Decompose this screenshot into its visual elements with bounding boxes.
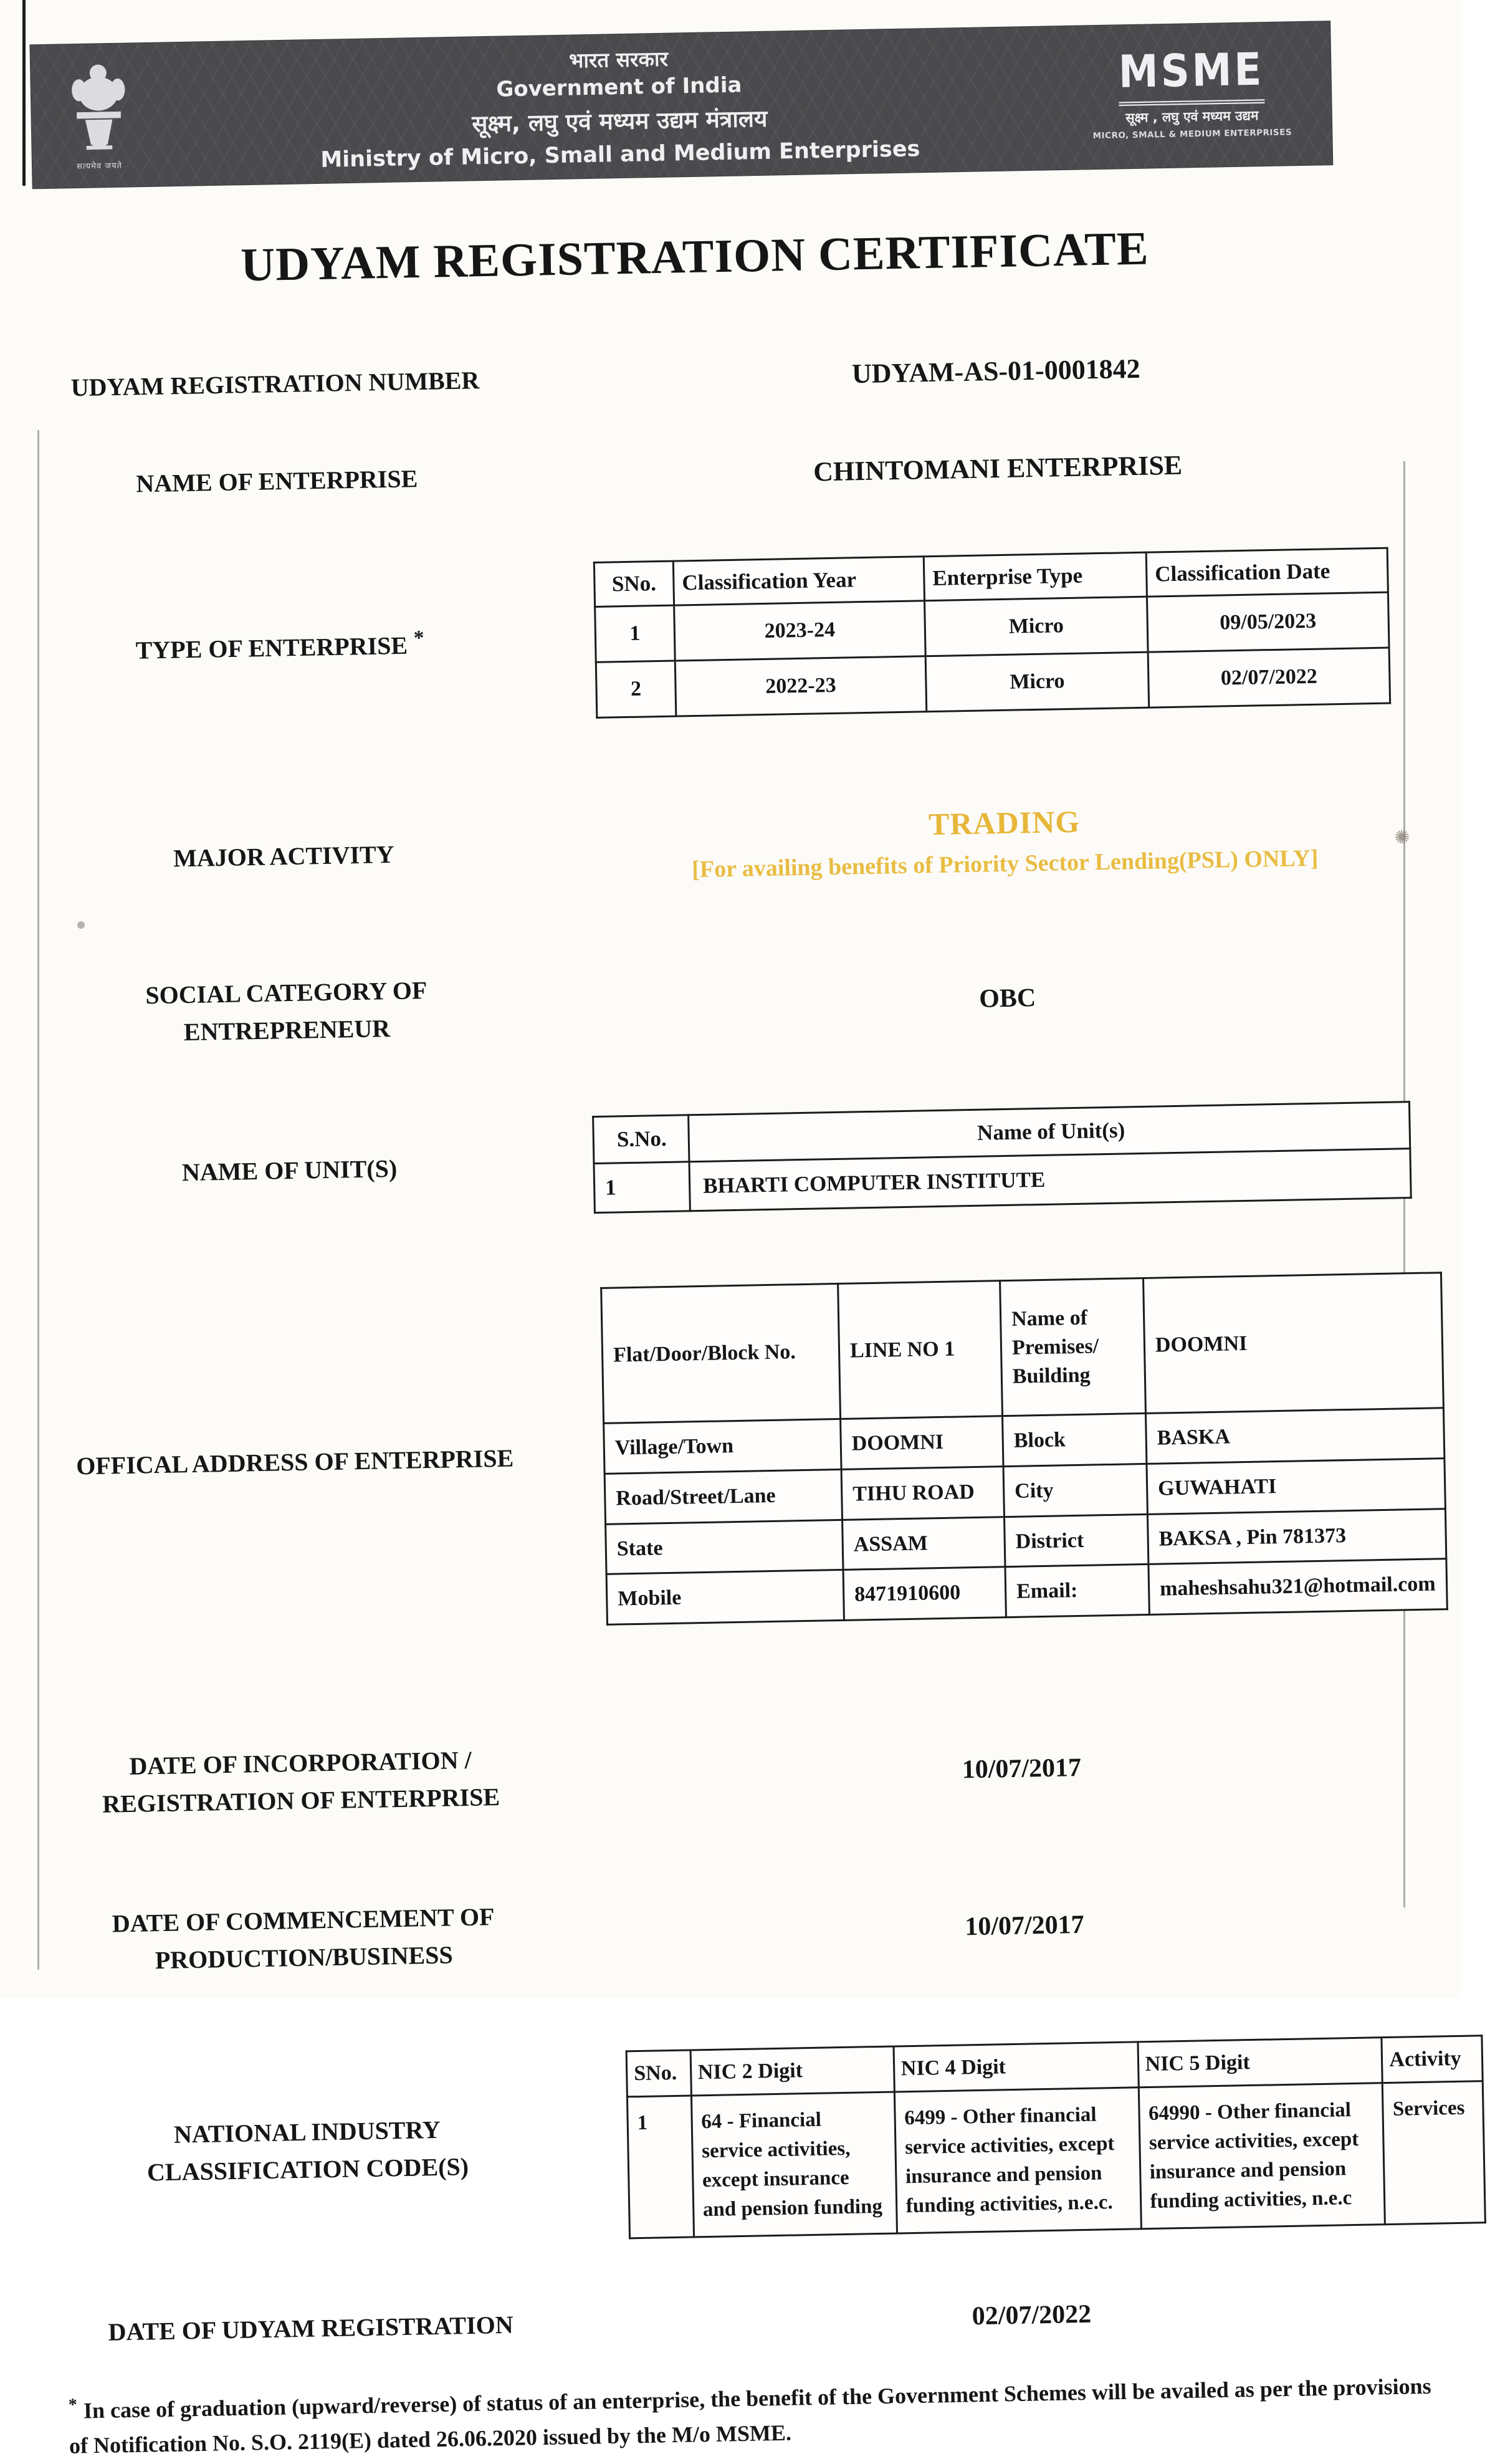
enterprise-type-label: TYPE OF ENTERPRISE * [135, 626, 424, 664]
nic-label: NATIONAL INDUSTRY CLASSIFICATION CODE(S) [146, 2115, 469, 2187]
ministry-english-title: Ministry of Micro, Small and Medium Enterprises [320, 137, 920, 173]
table-cell: BAKSA , Pin 781373 [1147, 1508, 1446, 1565]
emblem-caption: सत्यमेव जयते [76, 161, 123, 172]
ashoka-emblem-icon [31, 59, 166, 172]
ministry-hindi-title: सूक्ष्म, लघु एवं मध्यम उद्यम मंत्रालय [471, 105, 768, 138]
table-header-cell: NIC 5 Digit [1138, 2038, 1383, 2088]
table-cell: City [1003, 1464, 1147, 1517]
table-header-cell: SNo. [594, 561, 674, 606]
footnote [68, 2366, 1446, 2463]
govt-english-title: Government of India [496, 72, 742, 103]
field-row-units [5, 1100, 1467, 1225]
table-cell: 1 [627, 2096, 694, 2238]
major-activity-label: MAJOR ACTIVITY [173, 840, 394, 872]
table-header-cell: Enterprise Type [924, 552, 1147, 601]
table-cell: Block [1003, 1413, 1147, 1466]
table-cell: 6499 - Other financial service activities, except insurance and pension funding activities, n.e.c. [894, 2088, 1141, 2233]
table-cell: DOOMNI [1144, 1273, 1443, 1413]
table-cell: 02/07/2022 [1148, 648, 1390, 707]
field-row-address [8, 1271, 1475, 1636]
table-header-cell: Activity [1382, 2036, 1483, 2083]
government-banner [30, 21, 1332, 188]
incorporation-date-label: DATE OF INCORPORATION / REGISTRATION OF ENTERPRISE [102, 1746, 500, 1819]
table-header-cell: Classification Year [673, 557, 924, 605]
table-cell: Road/Street/Lane [604, 1469, 842, 1524]
table-header-cell: Classification Date [1146, 548, 1388, 597]
incorporation-date-value: 10/07/2017 [962, 1753, 1082, 1785]
table-row [627, 2081, 1485, 2238]
nic-table [626, 2035, 1486, 2240]
table-header-cell: Name of Unit(s) [689, 1102, 1410, 1162]
table-cell: Micro [925, 652, 1149, 712]
banner-titles [165, 36, 1074, 176]
table-cell: ASSAM [843, 1517, 1005, 1570]
table-cell: 2 [596, 661, 676, 717]
table-cell: maheshsahu321@hotmail.com [1149, 1559, 1447, 1615]
units-table [592, 1101, 1412, 1214]
govt-hindi-title: भारत सरकार [568, 46, 669, 73]
enterprise-type-asterisk: * [413, 626, 424, 650]
table-cell: 8471910600 [843, 1567, 1006, 1621]
certificate-title: UDYAM REGISTRATION CERTIFICATE [240, 222, 1150, 292]
field-row-major-activity [0, 797, 1461, 900]
field-row-urn [0, 344, 1453, 408]
table-cell: GUWAHATI [1147, 1458, 1445, 1514]
table-cell: District [1004, 1514, 1148, 1567]
type-of-enterprise-table [593, 547, 1391, 719]
enterprise-name-value: CHINTOMANI ENTERPRISE [813, 449, 1183, 487]
table-cell: Flat/Door/Block No. [601, 1284, 841, 1424]
table-cell: 1 [594, 1162, 690, 1213]
table-cell: 2023-24 [674, 601, 926, 661]
table-cell: 2022-23 [675, 656, 927, 716]
table-cell: 64990 - Other financial service activities, except insurance and pension funding activities, n.e.c [1139, 2083, 1385, 2229]
table-cell: DOOMNI [841, 1416, 1003, 1469]
address-label: OFFICAL ADDRESS OF ENTERPRISE [75, 1444, 514, 1480]
scan-smudge: ✺ [1391, 825, 1413, 850]
field-row-enterprise-name [0, 441, 1454, 506]
table-cell: TIHU ROAD [841, 1466, 1004, 1520]
table-header-cell: SNo. [626, 2050, 691, 2097]
major-activity-note: [For availing benefits of Priority Sector Lending(PSL) ONLY] [691, 845, 1319, 883]
units-label: NAME OF UNIT(S) [181, 1154, 398, 1186]
table-cell: Email: [1005, 1565, 1149, 1618]
table-row [601, 1273, 1443, 1423]
table-header-cell: S.No. [593, 1115, 689, 1164]
table-cell: LINE NO 1 [838, 1281, 1003, 1419]
table-cell: BHARTI COMPUTER INSTITUTE [689, 1149, 1411, 1211]
address-table [600, 1272, 1448, 1626]
registration-date-value: 02/07/2022 [972, 2299, 1092, 2331]
table-cell: Mobile [606, 1570, 844, 1625]
commencement-date-value: 10/07/2017 [964, 1910, 1085, 1942]
social-category-label: SOCIAL CATEGORY OF ENTREPRENEUR [145, 976, 427, 1047]
msme-tagline-english: MICRO, SMALL & MEDIUM ENTERPRISES [1092, 127, 1292, 141]
field-row-commencement-date [19, 1881, 1481, 1982]
table-cell: 1 [595, 605, 676, 662]
enterprise-name-label: NAME OF ENTERPRISE [136, 464, 418, 498]
major-activity-value: TRADING [928, 803, 1081, 842]
field-row-registration-date [27, 2288, 1488, 2352]
footnote-marker: * [68, 2395, 78, 2415]
table-cell: 64 - Financial service activities, except insurance and pension funding [691, 2092, 897, 2236]
table-cell: BASKA [1145, 1407, 1444, 1464]
commencement-date-label: DATE OF COMMENCEMENT OF PRODUCTION/BUSINESS [112, 1902, 495, 1975]
msme-tagline-hindi: सूक्ष्म , लघु एवं मध्यम उद्यम [1125, 108, 1259, 126]
table-header-cell: NIC 4 Digit [894, 2042, 1139, 2092]
social-category-value: OBC [978, 984, 1036, 1014]
field-row-nic [22, 2035, 1486, 2250]
footnote-text: In case of graduation (upward/reverse) of status of an enterprise, the benefit of the Government Schemes will be availed as per the provisions of Notification No. S.O. 2119(E) dated 26.06.2020 issued by the M/o MSME. [69, 2373, 1431, 2458]
urn-label: UDYAM REGISTRATION NUMBER [70, 366, 480, 402]
table-cell: State [606, 1520, 843, 1575]
field-row-social-category [2, 953, 1464, 1055]
table-header-cell: NIC 2 Digit [690, 2046, 894, 2096]
field-row-incorporation-date [17, 1723, 1479, 1825]
msme-wordmark: MSME [1118, 47, 1264, 106]
field-row-enterprise-type [0, 546, 1458, 730]
table-cell: Name of Premises/ Building [1000, 1278, 1146, 1416]
table-cell: Services [1383, 2081, 1486, 2224]
msme-logo [1072, 44, 1332, 141]
table-cell: Micro [925, 597, 1149, 656]
registration-date-label: DATE OF UDYAM REGISTRATION [108, 2310, 514, 2346]
table-cell: Village/Town [604, 1419, 841, 1474]
table-cell: 09/05/2023 [1147, 592, 1389, 652]
urn-value: UDYAM-AS-01-0001842 [851, 353, 1141, 389]
